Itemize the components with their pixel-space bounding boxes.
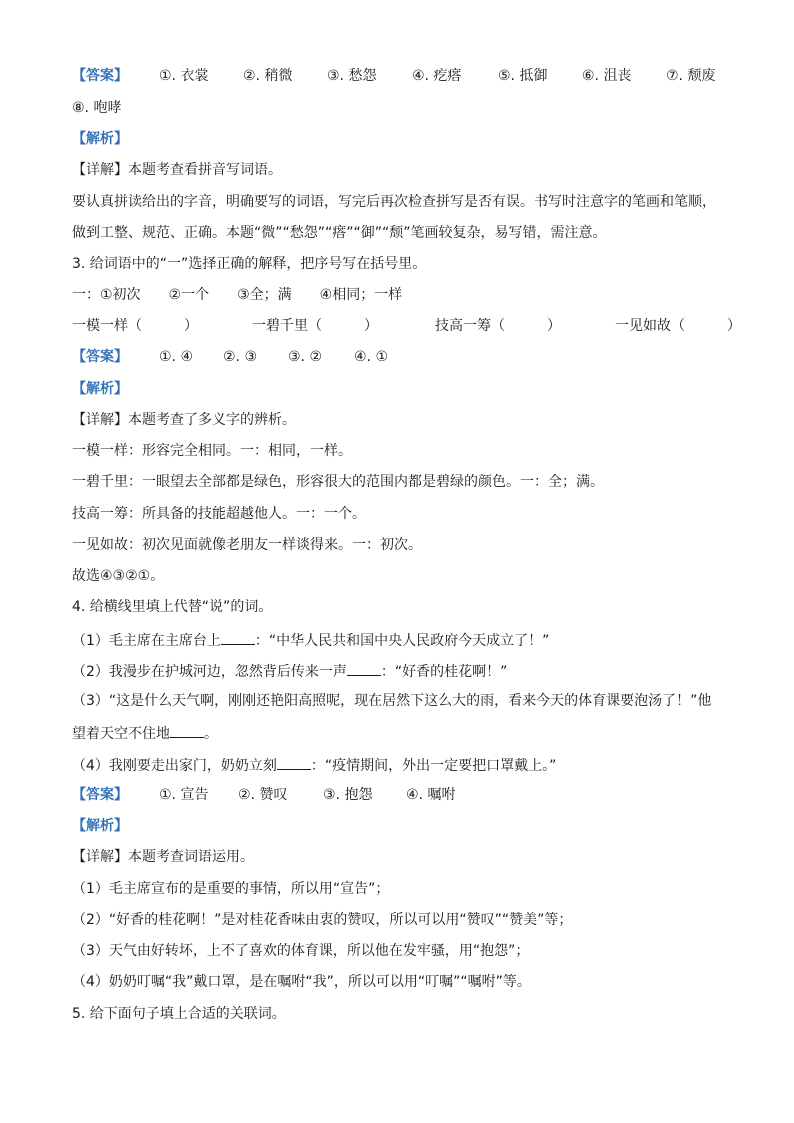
explanation-line: （1）毛主席宣布的是重要的事情，所以用“宣告”；	[72, 881, 390, 897]
fill-blank-item: 一碧千里（ ）	[252, 318, 378, 334]
sentence-text: （4）我刚要走出家门，奶奶立刻	[72, 758, 277, 774]
analysis-tag: 【解析】	[72, 818, 128, 834]
sentence-text: ：“中华人民共和国中央人民政府今天成立了！”	[254, 633, 550, 649]
detail-line: 【详解】本题考查了多义字的辨析。	[72, 412, 296, 428]
answer-item: ②. ③	[223, 349, 258, 365]
answer-tag: 【答案】	[72, 349, 128, 365]
fill-blank-item: 技高一筹（ ）	[435, 318, 561, 334]
explanation-line: 一碧千里：一眼望去全部都是绿色，形容很大的范围内都是碧绿的颜色。一：全；满。	[72, 474, 604, 490]
question-3-options: 一：①初次 ②一个 ③全；满 ④相同；一样	[72, 287, 403, 303]
analysis-tag: 【解析】	[72, 381, 128, 397]
answer-item: ③. 愁怨	[327, 68, 377, 84]
sentence-3-cont	[72, 723, 218, 743]
sentence-text: （1）毛主席在主席台上	[72, 633, 221, 649]
explanation-line: 一模一样：形容完全相同。一：相同，一样。	[72, 443, 352, 459]
conclusion-line: 故选④③②①。	[72, 568, 165, 584]
fill-blank	[170, 723, 204, 738]
answer-item: ①. 宣告	[159, 787, 209, 803]
answer-item: ④. ①	[354, 349, 389, 365]
explanation-line: （2）“好香的桂花啊！”是对桂花香味由衷的赞叹，所以可以用“赞叹”“赞美”等；	[72, 912, 573, 928]
answer-item: ②. 稍微	[243, 68, 293, 84]
answer-tag: 【答案】	[72, 787, 128, 803]
fill-blank	[221, 630, 255, 645]
answer-item: ⑥. 沮丧	[582, 68, 632, 84]
answer-item: ③. 抱怨	[323, 787, 373, 803]
sentence-2	[72, 661, 507, 681]
detail-line: 【详解】本题考查词语运用。	[72, 849, 254, 865]
answer-item: ①. 衣裳	[159, 68, 209, 84]
sentence-text: 望着天空不住地	[72, 726, 170, 742]
detail-line: 【详解】本题考查看拼音写词语。	[72, 162, 282, 178]
explanation-line: 技高一筹：所具备的技能超越他人。一：一个。	[72, 506, 366, 522]
explanation-line: 一见如故：初次见面就像老朋友一样谈得来。一：初次。	[72, 537, 422, 553]
answer-item: ①. ④	[159, 349, 194, 365]
fill-blank-item: 一见如故（ ）	[615, 318, 741, 334]
paragraph-line: 做到工整、规范、正确。本题“微”“愁怨”“瘩”“御”“颓”笔画较复杂，易写错，需注意。	[72, 225, 607, 241]
answer-item: ⑦. 颓废	[666, 68, 716, 84]
question-5-title: 5. 给下面句子填上合适的关联词。	[72, 1006, 286, 1022]
answer-item: ②. 赞叹	[238, 787, 288, 803]
analysis-tag: 【解析】	[72, 131, 128, 147]
fill-blank	[277, 755, 311, 770]
sentence-text: ：“好香的桂花啊！”	[380, 664, 508, 680]
sentence-3: （3）“这是什么天气啊，刚刚还艳阳高照呢，现在居然下这么大的雨，看来今天的体育课要泡汤了！”他	[72, 693, 712, 709]
answer-item: ⑧. 咆哮	[72, 100, 122, 116]
sentence-1	[72, 630, 549, 650]
answer-item: ④. 疙瘩	[412, 68, 462, 84]
answer-row-1	[72, 67, 716, 85]
sentence-text: ：“疫情期间，外出一定要把口罩戴上。”	[310, 758, 557, 774]
explanation-line: （4）奶奶叮嘱“我”戴口罩，是在嘱咐“我”，所以可以用“叮嘱”“嘱咐”等。	[72, 974, 531, 990]
sentence-text: 。	[204, 726, 218, 742]
answer-tag: 【答案】	[72, 68, 128, 84]
question-3-title: 3. 给词语中的“一”选择正确的解释，把序号写在括号里。	[72, 256, 427, 272]
fill-blank-item: 一模一样（ ）	[72, 318, 198, 334]
answer-item: ③. ②	[288, 349, 323, 365]
sentence-4	[72, 755, 556, 775]
sentence-text: （2）我漫步在护城河边，忽然背后传来一声	[72, 664, 347, 680]
question-4-title: 4. 给横线里填上代替“说”的词。	[72, 599, 273, 615]
fill-blank	[347, 661, 381, 676]
paragraph-line: 要认真拼读给出的字音，明确要写的词语，写完后再次检查拼写是否有误。书写时注意字的笔画和笔顺，	[72, 194, 716, 210]
answer-row-3	[72, 348, 389, 366]
answer-item: ⑤. 抵御	[498, 68, 548, 84]
explanation-line: （3）天气由好转坏，上不了喜欢的体育课，所以他在发牢骚，用“抱怨”；	[72, 943, 530, 959]
answer-item: ④. 嘱咐	[406, 787, 456, 803]
answer-row-4	[72, 786, 456, 804]
